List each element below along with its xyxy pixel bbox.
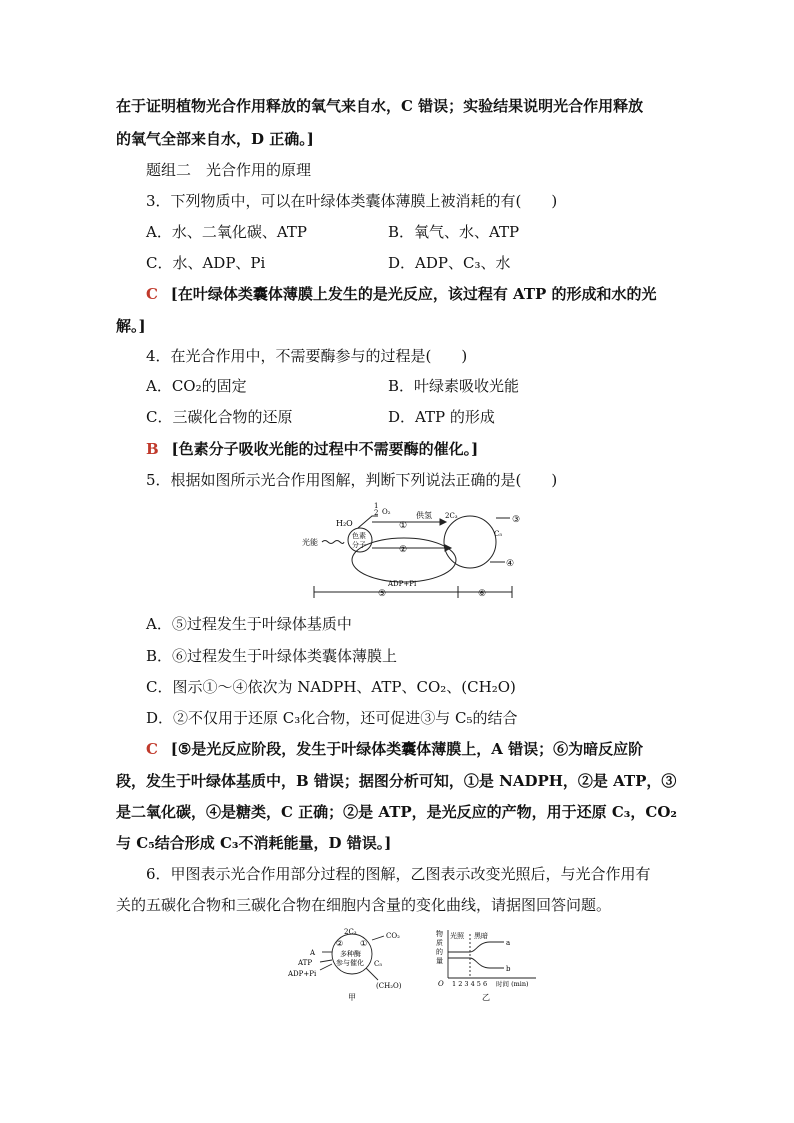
q3-option-c: C．水、ADP、Pi — [146, 254, 266, 272]
yi-dark: 黑暗 — [474, 932, 488, 940]
q5-stem: 5．根据如图所示光合作用图解，判断下列说法正确的是( ) — [146, 471, 558, 489]
label-2c3: 2C₃ — [445, 512, 458, 520]
label-circle-3: ③ — [512, 515, 520, 525]
yi-ylabel-2: 质 — [436, 939, 443, 947]
jia-circle-1: ① — [360, 939, 368, 948]
yi-label-a: a — [506, 939, 511, 947]
q5-option-b: B．⑥过程发生于叶绿体类囊体薄膜上 — [146, 647, 398, 665]
jia-atp-arrow — [320, 960, 332, 962]
jia-ch2o: (CH₂O) — [376, 982, 402, 990]
label-h2o: H₂O — [336, 519, 353, 528]
q6-stem-2: 关的五碳化合物和三碳化合物在细胞内含量的变化曲线，请据图回答问题。 — [116, 896, 612, 914]
q5-explain-2: 段，发生于叶绿体基质中，B 错误；据图分析可知，①是 NADPH，②是 ATP，③ — [116, 772, 677, 790]
jia-caption: 甲 — [348, 993, 356, 1002]
jia-co2-arrow — [372, 936, 384, 940]
jia-atp: ATP — [298, 959, 313, 967]
label-half-num: 1 — [374, 502, 379, 510]
q5-option-d: D．②不仅用于还原 C₃化合物，还可促进③与 C₅的结合 — [146, 709, 518, 727]
yi-label-b: b — [506, 965, 511, 973]
label-pigment-1: 色素 — [352, 532, 366, 540]
label-pigment-2: 分子 — [352, 541, 366, 549]
yi-ylabel-1: 物 — [436, 930, 443, 938]
q5-explain-3: 是二氧化碳，④是糖类，C 正确；②是 ATP，是光反应的产物，用于还原 C₃，CO₂ — [116, 803, 677, 821]
yi-caption: 乙 — [482, 993, 490, 1002]
intro-line-1: 在于证明植物光合作用释放的氧气来自水，C 错误；实验结果说明光合作用释放 — [116, 97, 644, 115]
q3-option-a: A．水、二氧化碳、ATP — [146, 223, 307, 241]
calvin-cycle — [444, 516, 496, 568]
jia-co2: CO₂ — [386, 932, 400, 940]
q4-option-b: B．叶绿素吸收光能 — [388, 377, 520, 395]
label-adp: ADP+Pi — [388, 580, 417, 588]
q3-option-b: B．氧气、水、ATP — [388, 223, 520, 241]
q5-explanation — [146, 739, 643, 759]
yi-light: 光照 — [450, 932, 464, 940]
jia-adp: ADP+Pi — [288, 970, 317, 978]
label-o2: O₂ — [382, 508, 391, 516]
jia-adp-arrow — [320, 964, 332, 970]
label-circle-6: ⑥ — [478, 589, 487, 599]
jia-circle-2: ② — [336, 939, 344, 948]
q4-stem: 4．在光合作用中，不需要酶参与的过程是( ) — [146, 347, 468, 365]
q5-explain-1: [⑤是光反应阶段，发生于叶绿体类囊体薄膜上，A 错误；⑥为暗反应阶 — [170, 740, 644, 758]
yi-chart — [432, 924, 542, 1004]
intro-line-2: 的氧气全部来自水，D 正确。] — [116, 130, 314, 148]
label-gongqing: 供氢 — [416, 511, 432, 520]
jia-2c3: 2C₃ — [344, 928, 357, 936]
q4-explanation — [146, 439, 478, 459]
light-arrow — [322, 541, 344, 544]
q5-answer: C — [146, 740, 158, 758]
q3-answer: C — [146, 285, 158, 303]
q3-option-d: D．ADP、C₃、水 — [388, 254, 511, 272]
q3-explain-1: [在叶绿体类囊体薄膜上发生的是光反应，该过程有 ATP 的形成和水的光 — [170, 285, 657, 303]
q4-option-a: A．CO₂的固定 — [146, 377, 247, 395]
label-circle-1: ① — [399, 521, 408, 531]
q4-option-c: C．三碳化合物的还原 — [146, 408, 293, 426]
jia-diagram — [286, 924, 412, 1006]
jia-enzyme-1: 多种酶 — [340, 950, 361, 958]
q5-explain-4: 与 C₅结合形成 C₃不消耗能量，D 错误。] — [116, 834, 392, 852]
q5-option-c: C．图示①～④依次为 NADPH、ATP、CO₂、(CH₂O) — [146, 678, 516, 696]
yi-ticks: 1 2 3 4 5 6 — [452, 980, 488, 988]
label-circle-2: ② — [399, 545, 408, 555]
yi-ylabel-3: 的 — [436, 948, 443, 956]
yi-curve-a — [448, 942, 504, 952]
q3-explanation — [146, 284, 657, 304]
q4-explain-1: [色素分子吸收光能的过程中不需要酶的催化。] — [171, 440, 479, 458]
label-light: 光能 — [302, 538, 318, 547]
photosynthesis-diagram — [300, 500, 520, 610]
yi-curve-b — [448, 958, 504, 968]
label-circle-5: ⑤ — [378, 589, 387, 599]
q4-option-d: D．ATP 的形成 — [388, 408, 495, 426]
q6-stem-1: 6．甲图表示光合作用部分过程的图解，乙图表示改变光照后，与光合作用有 — [146, 865, 651, 883]
jia-a: A — [310, 949, 316, 957]
q3-explain-2: 解。] — [116, 317, 146, 335]
jia-ch2o-arrow — [366, 968, 378, 980]
q5-option-a: A．⑤过程发生于叶绿体基质中 — [146, 615, 352, 633]
q3-stem: 3．下列物质中，可以在叶绿体类囊体薄膜上被消耗的有( ) — [146, 192, 558, 210]
label-circle-4: ④ — [506, 559, 515, 569]
yi-ylabel-4: 量 — [436, 957, 443, 965]
label-c5: C₅ — [494, 530, 503, 538]
group-title: 题组二 光合作用的原理 — [146, 161, 312, 179]
q4-answer: B — [146, 440, 159, 458]
jia-enzyme-2: 参与催化 — [336, 959, 364, 967]
yi-xlabel: 时间 (min) — [496, 980, 529, 988]
jia-c5: C₅ — [374, 960, 383, 968]
label-half-den: 2 — [374, 509, 379, 517]
yi-origin: O — [438, 980, 444, 988]
